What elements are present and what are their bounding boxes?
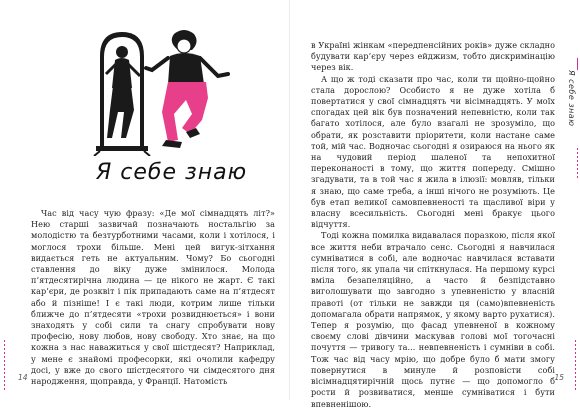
page-number-right: 15 xyxy=(554,373,564,382)
running-head-ornament xyxy=(577,148,578,178)
right-page xyxy=(290,0,580,409)
running-head: Я себе знаю xyxy=(567,70,576,127)
running-head-ornament xyxy=(577,58,578,70)
left-page xyxy=(0,0,290,400)
paragraph: Тоді кожна помилка видавалася поразкою, після якої все життя неби втрачало сенс. Сьогодні я навчилася сумніватися в собі, але водночас навчилася вставати після того, як упала чи спіткнулася. На першому курсі вміла безапеляційно, а часто й безпідставно виголошувати що завгодно з упевненістю у власній правоті (от тільки не завжди ця (само)впевненість допомагала обрати напрямок, у якому варто рухатися). Тепер я розумію, що фасад упевненої в кожному своєму слові дівчини маскував голові мої тогочасні почуття — тривогу та... невпевненість і сумніви в собі. Тож час від часу мрію, що добре було б мати змогу повернутися в минуле й розповісти собі вісімнадцятирічній щось путнє — що допомогло б рости й розвиватися, менше сумніватися і бути впевненішою. xyxy=(311,230,555,409)
paragraph: в Україні жінкам «передпенсійних років» дуже складно будувати кар’єру через ейджизм, тобто дискримінацію через вік. xyxy=(311,40,555,73)
margin-ornament xyxy=(4,340,5,390)
margin-ornament xyxy=(575,340,576,390)
chapter-title: Я себе знаю xyxy=(96,160,248,185)
page-number-left: 14 xyxy=(18,373,28,382)
paragraph: А що ж тоді сказати про час, коли ти щойно-щойно стала дорослою? Особисто я не дуже хотіла б повертатися у свої сімнадцять чи вісімнадцять. У моїх спогадах цей вік був позначений непевністю, коли так багато хотілося, але було взагалі не зрозуміло, що обрати, як розставити пріоритети, коли настане саме той, мій час. Водночас сьогодні я озираюся на нього як на чудовий період шаленої та непохитної переконаності в тому, що життя попереду. Смішно згадувати, та в той час я жила в ілюзії: мовляв, тільки я знаю, що саме треба, а інші нічого не розуміють. Це був етап великої самовпевненості та щасливої віри у власну всесильність. Сьогодні мені бракує цього відчуття. xyxy=(311,73,555,230)
woman-figure xyxy=(146,30,228,148)
right-page-text xyxy=(311,40,555,410)
paragraph: Час від часу чую фразу: «Де мої сімнадцять літ?» Нею старші зазвичай позначають ностальгію за молодістю та безтурботними часами, коли і хотілося, і моглося трохи більше. Мені цей вигук-зітхання видається геть не актуальним. Чому? Бо сьогодні ставлення до віку дуже змінилося. Молода п’ятдесятирічна людина — це нікого не жарт. Є такі кар’єри, де розквіт і пік припадають саме на п’ятдесят або й пізніше! І є такі люди, котрим лише тільки ближче до п’ятдесяти «трохи розвиднюється» і вони знаходять у собі сили та снагу спробувати нову професію, нову любов, нову свободу. Хто знає, на що кожна з нас наважиться у свої шістдесят? Наприклад, у мене є знайомі професорки, які очолили кафедру досі, у вже до свого шістдесятого чи сімдесятого дня народження, щоправда, у Франції. Натомість xyxy=(31,208,275,387)
left-page-text xyxy=(31,208,275,387)
woman-at-mirror-illustration xyxy=(82,28,232,156)
